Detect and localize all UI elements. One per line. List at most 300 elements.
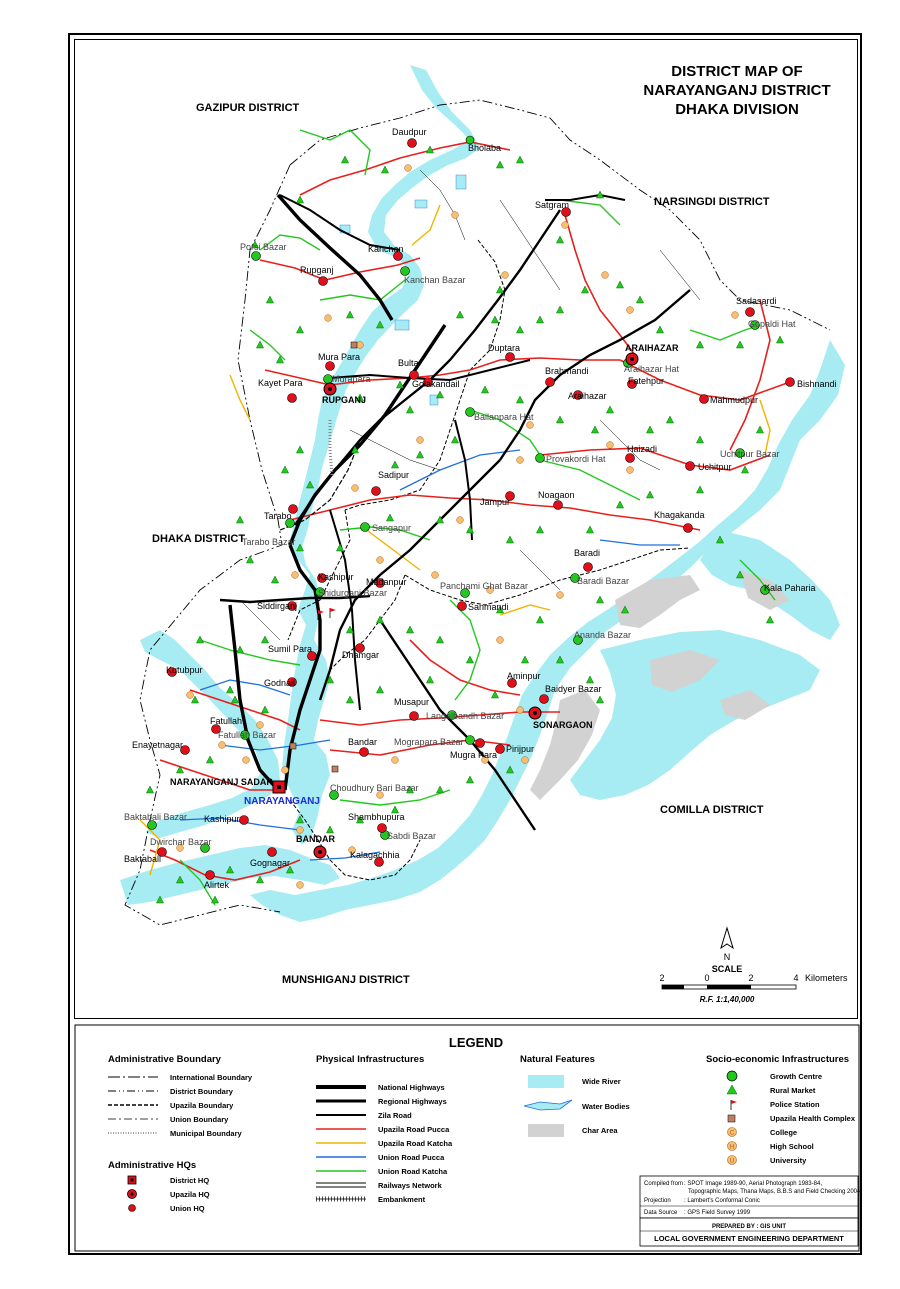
legend-physical-heading: Physical Infrastructures	[316, 1054, 425, 1065]
high-school-icon	[297, 882, 304, 889]
credits-compiled-label: Compiled from	[644, 1181, 684, 1187]
credits-source-label: Data Source	[644, 1210, 678, 1216]
upazila-hq-sonargaon	[529, 707, 541, 719]
high-school-icon	[325, 315, 332, 322]
label-murapara: Murapara	[332, 374, 371, 384]
label-baradi: Baradi	[574, 548, 601, 558]
label-kashipur-n: Kashipur	[318, 572, 354, 582]
label-munshiganj-district: MUNSHIGANJ DISTRICT	[282, 974, 410, 986]
union-hq-shambhupura	[378, 824, 387, 833]
rural-market-icon	[346, 696, 353, 703]
union-hq-uchitpur	[686, 462, 695, 471]
shitalakshya-river	[282, 65, 480, 845]
rural-market-icon	[741, 466, 748, 473]
label-porsi-bazar: Porsi Bazar	[240, 242, 287, 252]
high-school-icon	[257, 722, 264, 729]
rural-market-icon	[386, 514, 393, 521]
label-baradi-bazar: Baradi Bazar	[577, 576, 630, 586]
label-dhaka-district: DHAKA DISTRICT	[152, 533, 246, 545]
water-body	[415, 200, 427, 208]
label-comilla-district: COMILLA DISTRICT	[660, 804, 764, 816]
health-complex-icon	[351, 342, 357, 348]
legend-wide-river-swatch	[528, 1075, 564, 1088]
legend-item-zila-road: Zila Road	[378, 1111, 412, 1120]
high-school-icon	[557, 592, 564, 599]
rural-market-icon	[261, 636, 268, 643]
legend-item-district: District Boundary	[170, 1087, 233, 1096]
rural-market-icon	[391, 461, 398, 468]
upazila-road	[565, 215, 635, 355]
scale-bar-seg	[707, 985, 751, 989]
rural-market-icon	[646, 491, 653, 498]
label-gopaldi-hat: Gopaldi Hat	[748, 319, 796, 329]
high-school-icon	[357, 342, 364, 349]
high-school-icon	[457, 517, 464, 524]
label-duptara: Duptara	[488, 343, 521, 353]
label-ananda-bazar: Ananda Bazar	[574, 630, 632, 640]
label-kanchan-bazar: Kanchan Bazar	[404, 275, 466, 285]
high-school-icon	[627, 467, 634, 474]
upazila-road-katcha	[230, 375, 250, 420]
label-bandar-hq: BANDAR	[296, 834, 335, 844]
rural-market-icon	[236, 516, 243, 523]
rural-market-icon	[296, 196, 303, 203]
label-bulta: Bulta	[398, 358, 419, 368]
upazila-road	[260, 258, 420, 280]
rural-market-icon	[536, 616, 543, 623]
high-school-icon	[432, 572, 439, 579]
legend-item-international: International Boundary	[170, 1073, 253, 1082]
legend-item-char-area: Char Area	[582, 1126, 618, 1135]
label-choudhury-bari-bazar: Choudhury Bari Bazar	[330, 783, 419, 793]
union-road-katcha	[300, 130, 370, 175]
rural-market-icon	[341, 156, 348, 163]
rural-market-icon	[196, 636, 203, 643]
label-bandar: Bandar	[348, 737, 378, 747]
label-sumil-para: Sumil Para	[268, 644, 313, 654]
rural-market-icon	[466, 526, 473, 533]
rural-market-icon	[426, 676, 433, 683]
rural-market-icon	[436, 391, 443, 398]
legend-admin-boundary-heading: Administrative Boundary	[108, 1054, 221, 1065]
growth-centre-mograpara	[466, 736, 475, 745]
legend-item-union-pucca: Union Road Pucca	[378, 1153, 445, 1162]
label-rupganj: Rupganj	[300, 265, 334, 275]
union-hq-baidyer-bazar	[540, 695, 549, 704]
rural-market-icon	[591, 426, 598, 433]
water-body	[456, 175, 466, 189]
rural-market-icon	[696, 486, 703, 493]
label-enayetnagar: Enayetnagar	[132, 740, 184, 750]
rural-market-icon	[516, 326, 523, 333]
legend-district-hq-dot	[131, 1179, 134, 1182]
union-hq-rupganj	[319, 277, 328, 286]
legend-item-union: Union Boundary	[170, 1115, 229, 1124]
legend	[75, 1025, 861, 1251]
label-bholaba: Bholaba	[468, 143, 502, 153]
rural-market-icon	[491, 316, 498, 323]
rural-market-icon	[256, 341, 263, 348]
union-hq-sadasardi	[746, 308, 755, 317]
credits-prepared: PREPARED BY : GIS UNIT	[711, 1224, 787, 1230]
legend-item-health-complex: Upazila Health Complex	[770, 1114, 856, 1123]
union-hq-duptara	[506, 353, 515, 362]
rural-market-icon	[261, 706, 268, 713]
label-tarabo: Tarabo	[264, 511, 292, 521]
label-sadipur: Sadipur	[378, 470, 410, 480]
union-hq-bandar	[360, 748, 369, 757]
growth-centre-prova-kordi	[536, 454, 545, 463]
label-langalbandh-bazar: Langalbandh Bazar	[426, 711, 505, 721]
north-arrow	[721, 928, 733, 962]
upazila-hq-rupganj	[324, 383, 336, 395]
legend-item-upazila-hq: Upazila HQ	[170, 1190, 210, 1199]
legend-item-union-katcha: Union Road Katcha	[378, 1167, 448, 1176]
label-sangapur: Sangapur	[372, 523, 412, 533]
legend-natural-heading: Natural Features	[520, 1054, 595, 1065]
label-gazipur-district: GAZIPUR DISTRICT	[196, 102, 300, 114]
rural-market-icon	[536, 316, 543, 323]
legend-item-rural-market: Rural Market	[770, 1086, 816, 1095]
title-line-3: DHAKA DIVISION	[675, 101, 799, 118]
rural-market-icon	[376, 686, 383, 693]
high-school-icon	[527, 422, 534, 429]
label-araihazar: ARAIHAZAR	[625, 343, 679, 353]
union-hq-alirtek	[206, 871, 215, 880]
growth-centre-porsi-bazar	[252, 252, 261, 261]
water-body	[430, 395, 438, 405]
high-school-icon	[732, 312, 739, 319]
high-school-icon	[502, 272, 509, 279]
high-school-icon	[607, 442, 614, 449]
police-station-icon	[330, 608, 336, 618]
rural-market-icon	[646, 426, 653, 433]
legend-item-regional-highway: Regional Highways	[378, 1097, 447, 1106]
rural-market-icon	[556, 416, 563, 423]
high-school-icon	[392, 757, 399, 764]
rural-market-icon	[536, 526, 543, 533]
rural-market-icon	[281, 466, 288, 473]
health-complex-icon	[290, 743, 296, 749]
rural-market-icon	[346, 311, 353, 318]
union-hq-kayet-para	[288, 394, 297, 403]
rural-market-icon	[496, 161, 503, 168]
label-dhamgar: Dhamgar	[342, 650, 380, 660]
rural-market-icon	[586, 526, 593, 533]
rural-market-icon	[466, 656, 473, 663]
rural-market-icon	[436, 786, 443, 793]
credits-source-value: : GPS Field Survey 1999	[684, 1210, 751, 1216]
union-hq-bishnandi	[786, 378, 795, 387]
rural-market-icon	[696, 436, 703, 443]
high-school-icon	[352, 485, 359, 492]
label-mura-para: Mura Para	[318, 352, 361, 362]
union-hq-brahmandi	[546, 378, 555, 387]
rural-market-icon	[296, 446, 303, 453]
rural-market-icon	[596, 596, 603, 603]
rural-market-icon	[406, 406, 413, 413]
union-hq-sadipur	[372, 487, 381, 496]
label-sabdi-bazar: Sabdi Bazar	[387, 831, 437, 841]
rural-market-icon	[516, 396, 523, 403]
scale-label: SCALE	[711, 964, 743, 974]
high-school-icon	[282, 767, 289, 774]
label-daudpur: Daudpur	[392, 127, 427, 137]
rural-market-icon	[456, 311, 463, 318]
credits-compiled-value-2: Topographic Maps, Thana Maps, B.B.S and Field Checking 2004	[688, 1189, 861, 1195]
regional-highway	[430, 210, 560, 380]
credits-projection-value: : Lambert's Conformal Conic	[684, 1198, 760, 1204]
label-kala-paharia: Kala Paharia	[764, 583, 816, 593]
rural-market-icon	[736, 341, 743, 348]
health-complex-icon	[332, 766, 338, 772]
union-hq-baradi	[584, 563, 593, 572]
rural-market-icon	[556, 306, 563, 313]
rural-market-icon	[266, 296, 273, 303]
legend-item-growth-centre: Growth Centre	[770, 1072, 823, 1081]
high-school-icon	[452, 212, 459, 219]
label-shidurgani-bazar: Shidurgani Bazar	[318, 588, 388, 598]
rural-market-icon	[496, 286, 503, 293]
upazila-road-katcha	[412, 205, 440, 245]
label-pirijpur: Pirijpur	[506, 744, 535, 754]
rural-market-icon	[226, 686, 233, 693]
label-kalagachhia: Kalagachhia	[350, 850, 400, 860]
place-labels	[124, 127, 837, 890]
label-madanpur: Madanpur	[366, 577, 407, 587]
rural-market-icon	[406, 626, 413, 633]
scale-rf: R.F. 1:1,40,000	[699, 995, 755, 1004]
rural-market-icon	[616, 281, 623, 288]
label-haizadi: Haizadi	[627, 444, 658, 454]
legend-union-hq-icon	[129, 1205, 136, 1212]
high-school-icon	[517, 457, 524, 464]
label-prova-kordi-hat: Provakordi Hat	[546, 454, 606, 464]
label-narayanganj: NARAYANGANJ	[244, 796, 320, 807]
rural-market-icon	[146, 786, 153, 793]
rural-market-icon	[336, 544, 343, 551]
credits-compiled-value: : SPOT Image 1989-90, Aerial Photograph 1983-84,	[684, 1181, 822, 1187]
rural-market-icon	[776, 336, 783, 343]
legend-item-national-highway: National Highways	[378, 1083, 445, 1092]
label-godnail: Godnail	[264, 678, 296, 688]
label-siddirganj: Siddirganj	[257, 601, 298, 611]
rural-market-icon	[756, 426, 763, 433]
legend-growth-centre-icon	[727, 1071, 737, 1081]
label-kutubpur: Kutubpur	[166, 665, 203, 675]
district-hq-narayanganj	[273, 781, 285, 793]
legend-char-swatch	[528, 1124, 564, 1137]
scale-bar	[659, 964, 848, 1004]
legend-item-embankment: Embankment	[378, 1195, 426, 1204]
label-gognagar: Gognagar	[250, 858, 291, 868]
rural-market-icon	[236, 646, 243, 653]
rural-market-icon	[436, 636, 443, 643]
upazila-road-katcha	[760, 400, 770, 455]
label-baidyer-bazar: Baidyer Bazar	[545, 684, 602, 694]
high-school-icon	[377, 557, 384, 564]
label-narayanganj-sadar: NARAYANGANJ SADAR	[170, 777, 273, 787]
label-jampur: Jampur	[480, 497, 511, 507]
rural-market-icon	[396, 381, 403, 388]
high-school-icon	[497, 637, 504, 644]
union-road-katcha	[250, 330, 285, 360]
rural-market-icon	[666, 416, 673, 423]
credits-org: LOCAL GOVERNMENT ENGINEERING DEPARTMENT	[654, 1234, 844, 1243]
label-kayet-para: Kayet Para	[258, 378, 303, 388]
high-school-icon	[243, 757, 250, 764]
label-tarabo-bazar: Tarabo Bazar	[242, 537, 296, 547]
label-fatullah-bazar: Fatullah Bazar	[218, 730, 277, 740]
legend-upazila-hq-dot	[131, 1193, 134, 1196]
rural-market-icon	[326, 826, 333, 833]
union-hq-mahmudpur	[700, 395, 709, 404]
scale-unit: Kilometers	[805, 973, 848, 983]
legend-health-complex-icon	[728, 1115, 735, 1122]
label-fatehpur: Fatehpur	[628, 376, 665, 386]
label-shambhupura: Shambhupura	[348, 812, 405, 822]
high-school-icon	[562, 222, 569, 229]
high-school-icon	[187, 692, 194, 699]
north-arrow-icon	[721, 928, 733, 948]
high-school-icon	[602, 272, 609, 279]
rural-market-icon	[206, 756, 213, 763]
title-line-1: DISTRICT MAP OF	[671, 63, 803, 80]
legend-item-district-hq: District HQ	[170, 1176, 210, 1185]
legend-university-icon	[728, 1156, 737, 1165]
rural-market-icon	[581, 286, 588, 293]
label-panchami-ghat-bazar: Panchami Ghat Bazar	[440, 581, 529, 591]
union-hq-mugra-para	[476, 739, 485, 748]
label-sonargaon: SONARGAON	[533, 720, 593, 730]
svg-text:U: U	[729, 1158, 735, 1165]
svg-text:C: C	[729, 1130, 735, 1137]
high-school-icon	[297, 827, 304, 834]
label-alirtek: Alirtek	[204, 880, 230, 890]
label-uchitpur-bazar: Uchitpur Bazar	[720, 449, 780, 459]
label-khagakanda: Khagakanda	[654, 510, 705, 520]
legend-item-high-school: High School	[770, 1142, 814, 1151]
label-dwirchar-bazar: Dwirchar Bazar	[150, 837, 212, 847]
union-road-pucca	[600, 540, 680, 545]
label-mugra-para: Mugra Para	[450, 750, 498, 760]
label-bishnandi: Bishnandi	[797, 379, 837, 389]
high-school-icon	[517, 707, 524, 714]
rural-market-icon	[451, 436, 458, 443]
rural-market-icon	[521, 656, 528, 663]
legend-socio-heading: Socio-economic Infrastructures	[706, 1054, 850, 1065]
union-hq-mura-para	[326, 362, 335, 371]
rural-market-icon	[271, 576, 278, 583]
legend-item-upazila: Upazila Boundary	[170, 1101, 234, 1110]
rural-market-icon	[516, 156, 523, 163]
minor-road	[500, 200, 560, 290]
legend-item-union-hq: Union HQ	[170, 1204, 205, 1213]
north-label: N	[723, 952, 731, 962]
union-hq-haizadi	[626, 454, 635, 463]
union-hq-gognagar	[268, 848, 277, 857]
legend-item-railway: Railways Network	[378, 1181, 442, 1190]
credits-projection-label: Projection	[644, 1198, 671, 1204]
water-body	[395, 320, 409, 330]
rural-market-icon	[636, 296, 643, 303]
legend-item-police-station: Police Station	[770, 1100, 820, 1109]
rural-market-icon	[766, 616, 773, 623]
scale-bar-seg	[662, 985, 684, 989]
legend-item-college: College	[770, 1128, 798, 1137]
river-layer	[120, 65, 845, 922]
legend-item-wide-river: Wide River	[582, 1077, 621, 1086]
minor-road	[660, 250, 700, 300]
union-hq-khagakanda	[684, 524, 693, 533]
label-sanmandi: Sanmandi	[468, 602, 509, 612]
label-narsingdi-district: NARSINGDI DISTRICT	[654, 196, 770, 208]
label-aminpur: Aminpur	[507, 671, 541, 681]
label-noagaon: Noagaon	[538, 490, 575, 500]
legend-item-university: University	[770, 1156, 807, 1165]
rural-market-icon	[381, 166, 388, 173]
scale-tick-0: 2	[659, 973, 665, 983]
label-satgram: Satgram	[535, 200, 570, 210]
label-fatullah: Fatullah	[210, 716, 243, 726]
label-sadasardi: Sadasardi	[736, 296, 777, 306]
scale-tick-1: 0	[704, 973, 710, 983]
legend-item-municipal: Municipal Boundary	[170, 1129, 242, 1138]
legend-high-school-icon	[728, 1142, 737, 1151]
rural-market-icon	[416, 451, 423, 458]
high-school-icon	[292, 572, 299, 579]
label-uchitpur: Uchitpur	[698, 462, 732, 472]
union-hq-sanmandi	[458, 602, 467, 611]
rural-market-icon	[481, 386, 488, 393]
rural-market-icon	[606, 406, 613, 413]
upazila-hq-bandar	[314, 846, 326, 858]
rural-market-icon	[616, 501, 623, 508]
high-school-icon	[219, 742, 226, 749]
high-school-icon	[627, 307, 634, 314]
rural-market-icon	[556, 236, 563, 243]
label-golakandail: Golakandail	[412, 379, 460, 389]
legend-admin-hq-heading: Administrative HQs	[108, 1160, 197, 1171]
legend-title: LEGEND	[448, 1035, 504, 1050]
legend-item-upazila-katcha: Upazila Road Katcha	[378, 1139, 453, 1148]
label-rupganj-hq: RUPGANJ	[322, 395, 367, 405]
scale-tick-2: 2	[748, 973, 754, 983]
rural-market-icon	[296, 326, 303, 333]
label-musapur: Musapur	[394, 697, 430, 707]
growth-centre-sangapur	[361, 523, 370, 532]
svg-text:H: H	[729, 1144, 735, 1151]
map-title	[643, 63, 830, 118]
national-highway	[290, 325, 445, 545]
legend-item-water-bodies: Water Bodies	[582, 1102, 630, 1111]
label-bailanpara-hat: Bailanpara Hat	[474, 412, 534, 422]
rural-market-icon	[466, 776, 473, 783]
high-school-icon	[417, 437, 424, 444]
rural-market-icon	[696, 341, 703, 348]
label-araihazar-hat: Araihazar Hat	[624, 364, 680, 374]
legend-college-icon	[728, 1128, 737, 1137]
regional-highway	[500, 290, 690, 460]
label-araihazar-small: Araihazar	[568, 391, 607, 401]
rural-market-icon	[586, 676, 593, 683]
union-hq-musapur	[410, 712, 419, 721]
label-baktabali-bazar: Baktabali Bazar	[124, 812, 188, 822]
label-mahmudpur: Mahmudpur	[710, 395, 759, 405]
rural-market-icon	[506, 536, 513, 543]
rural-market-icon	[596, 696, 603, 703]
union-hq-daudpur	[408, 139, 417, 148]
